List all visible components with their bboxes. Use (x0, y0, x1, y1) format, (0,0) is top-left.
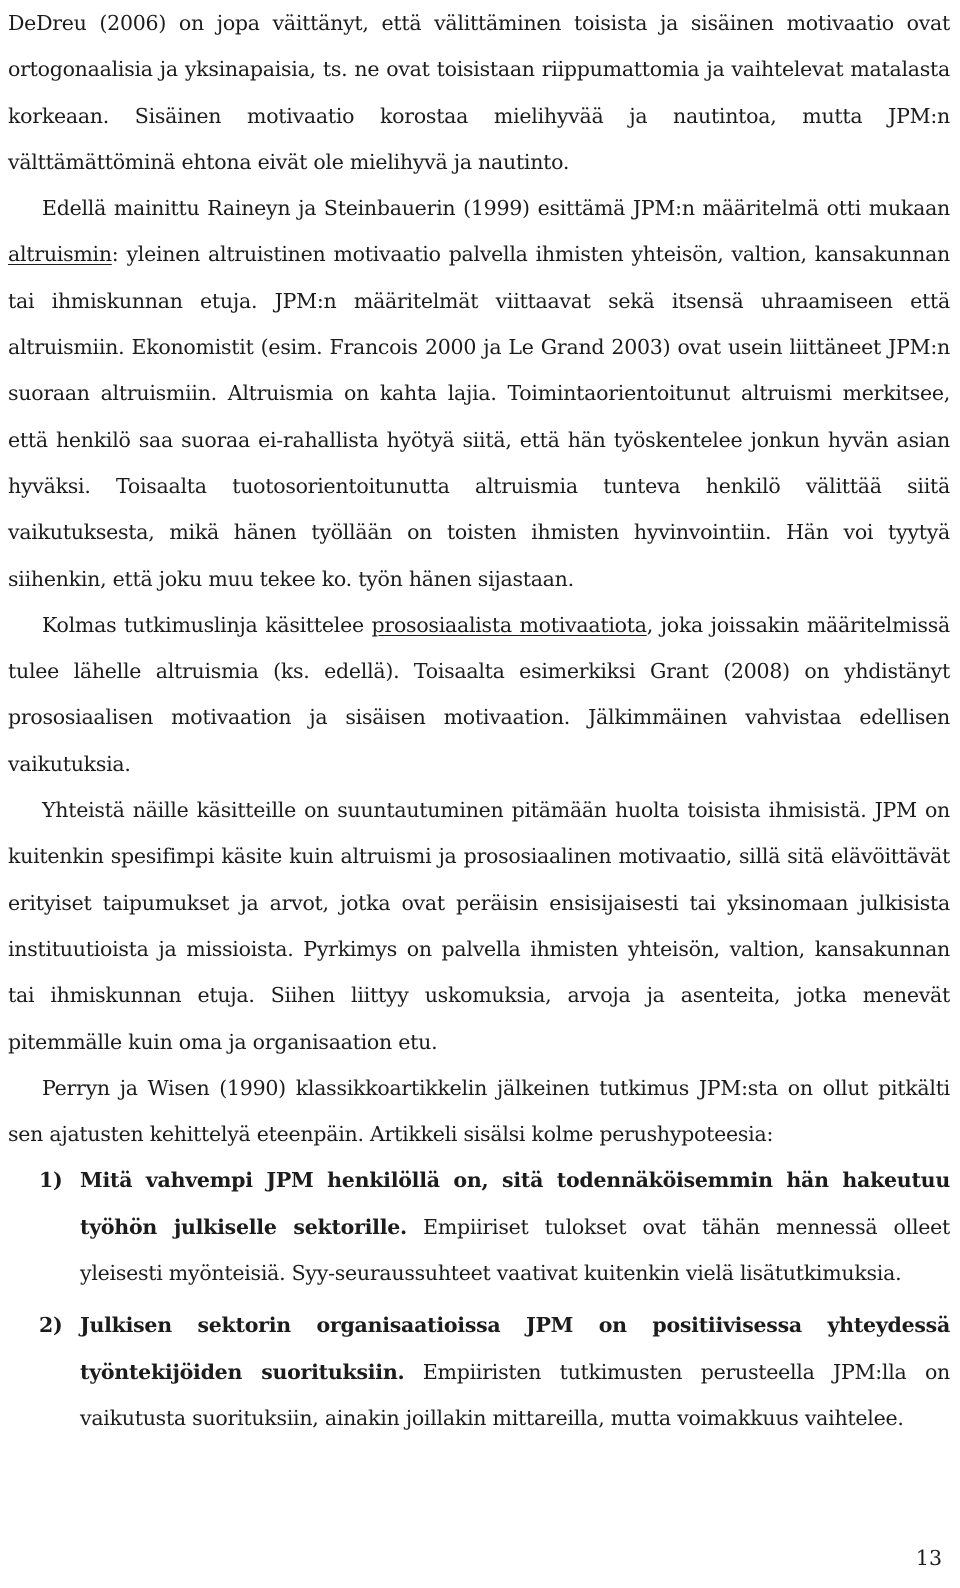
paragraph-altruism-after: : yleinen altruistinen motivaatio palvella ihmisten yhteisön, valtion, kansakunnan tai ihmiskunnan etuja. JPM:n määritelmät viittaavat sekä itsensä uhraamiseen että altruismiin. Ekonomistit (esim. Francois 2000 ja Le Grand 2003) ovat usein liittäneet JPM:n suoraan altruismiin. Altruismia on kahta lajia. Toimintaorientoitunut altruismi merkitsee, että henkilö saa suoraa ei-rahallista hyötyä siitä, että hän työskentelee jonkun hyvän asian hyväksi. Toisaalta tuotosorientoitunutta altruismia tunteva henkilö välittää siitä vaikutuksesta, mikä hänen työllään on toisten ihmisten hyvinvointiin. Hän voi tyytyä siihenkin, että joku muu tekee ko. työn hänen sijastaan. (8, 242, 950, 591)
hypothesis-bold: Julkisen sektorin organisaatioissa JPM on positiivisessa yhteydessä työntekijöiden suorituksiin. (80, 1313, 950, 1384)
hypothesis-text: Empiiristen tutkimusten perusteella JPM:lla on vaikutusta suorituksiin, ainakin joillakin mittareilla, mutta voimakkuus vaihtelee. (80, 1359, 951, 1430)
term-prosocial-motivation: prososiaalista motivaatiota (371, 612, 647, 637)
term-altruism: altruismin (8, 242, 112, 267)
page-number: 13 (915, 1546, 942, 1570)
paragraph-common: Yhteistä näille käsitteille on suuntautuminen pitämään huolta toisista ihmisistä. JPM on kuitenkin spesifimpi käsite kuin altruismi ja prososiaalinen motivaatio, sillä sitä elävöittävät erityiset taipumukset ja arvot, jotka ovat peräisin ensisijaisesti tai yksinomaan julkisista instituutioista ja missioista. Pyrkimys on palvella ihmisten yhteisön, valtion, kansakunnan tai ihmiskunnan etuja. Siihen liittyy uskomuksia, arvoja ja asenteita, jotka menevät pitemmälle kuin oma ja organisaation etu. (8, 798, 950, 1054)
paragraph-dedreu: DeDreu (2006) on jopa väittänyt, että välittäminen toisista ja sisäinen motivaatio ovat ortogonaalisia ja yksinapaisia, ts. ne ovat toisistaan riippumattomia ja vaihtelevat matalasta korkeaan. Sisäinen motivaatio korostaa mielihyvää ja nautintoa, mutta JPM:n välttämättöminä ehtona eivät ole mielihyvä ja nautinto. (8, 11, 950, 174)
paragraph-prosocial-before: Kolmas tutkimuslinja käsittelee (42, 612, 372, 637)
paragraph-prosocial (8, 602, 950, 787)
paragraph-altruism (8, 185, 950, 602)
hypothesis-number: 1) (39, 1168, 63, 1193)
document-page (8, 0, 950, 1441)
hypotheses-list (8, 1157, 950, 1441)
hypothesis-number: 2) (39, 1313, 63, 1338)
paragraph-altruism-before: Edellä mainittu Raineyn ja Steinbauerin (1999) esittämä JPM:n määritelmä otti mukaan (42, 196, 950, 221)
paragraph-perry-wise: Perryn ja Wisen (1990) klassikkoartikkelin jälkeinen tutkimus JPM:sta on ollut pitkälti sen ajatusten kehittelyä eteenpäin. Artikkeli sisälsi kolme perushypoteesia: (8, 1075, 950, 1147)
paragraph-prosocial-after: , joka joissakin määritelmissä tulee lähelle altruismia (ks. edellä). Toisaalta esimerkiksi Grant (2008) on yhdistänyt prososiaalisen motivaation ja sisäisen motivaation. Jälkimmäinen vahvistaa edellisen vaikutuksia. (8, 612, 950, 776)
hypothesis-bold: Mitä vahvempi JPM henkilöllä on, sitä todennäköisemmin hän hakeutuu työhön julkiselle sektorille. (80, 1168, 950, 1239)
hypothesis-item (8, 1157, 950, 1296)
hypothesis-item (8, 1302, 950, 1441)
hypothesis-text: Empiiriset tulokset ovat tähän mennessä olleet yleisesti myönteisiä. Syy-seuraussuhteet vaativat kuitenkin vielä lisätutkimuksia. (80, 1214, 950, 1286)
